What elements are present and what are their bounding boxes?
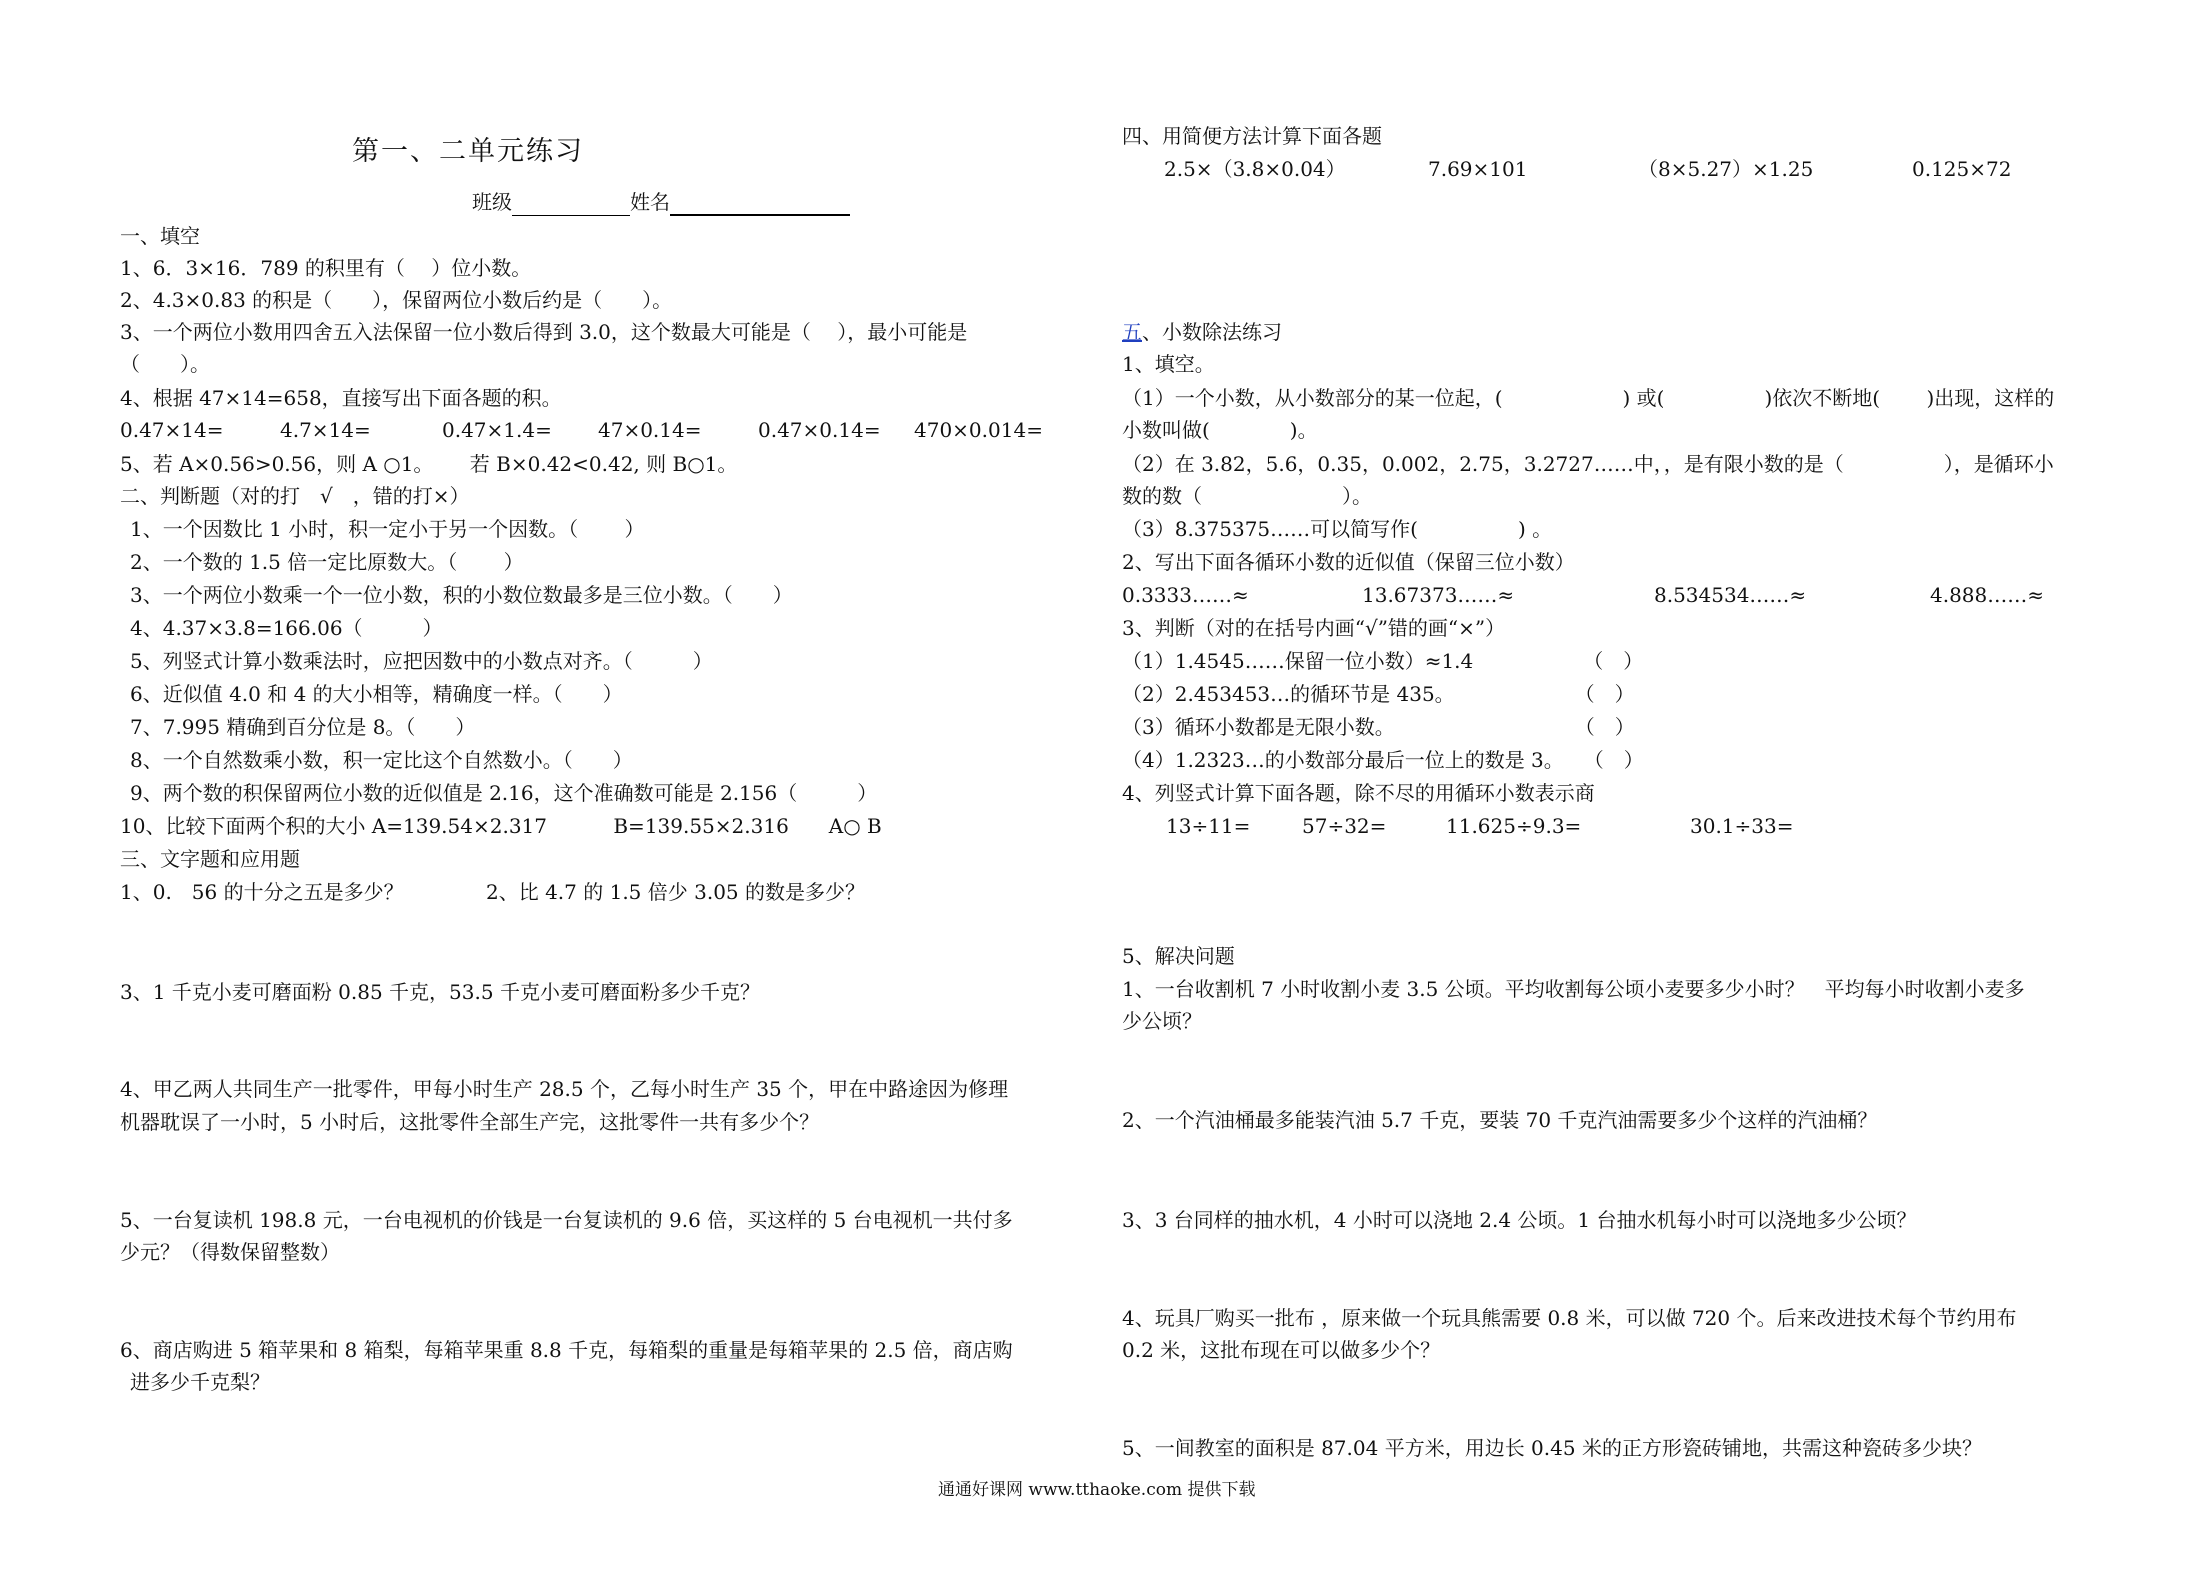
section-5-title xyxy=(1122,318,1282,346)
judge-q9: 9、两个数的积保留两位小数的近似值是 2.16，这个准确数可能是 2.156（ ） xyxy=(130,781,878,805)
div-fill-line: （3）8.375375……可以简写作( ) 。 xyxy=(1122,517,1553,541)
section-5-title-text: 、小数除法练习 xyxy=(1142,320,1282,344)
approx-item: 4.888……≈ xyxy=(1930,583,2045,607)
fill-q1: 1、6．3×16．789 的积里有（ ）位小数。 xyxy=(120,256,532,280)
solve-q4-cont: 0.2 米，这批布现在可以做多少个？ xyxy=(1122,1338,1441,1362)
judge-q1: 1、一个因数比 1 小时，积一定小于另一个因数。（ ） xyxy=(130,517,645,541)
word-q6-cont: 进多少千克梨？ xyxy=(130,1370,270,1394)
vertical-calc-item: 11.625÷9.3= xyxy=(1446,814,1582,838)
product-item: 0.47×14= xyxy=(120,418,224,442)
approx-item: 13.67373……≈ xyxy=(1362,583,1515,607)
word-q5-cont: 少元？（得数保留整数） xyxy=(120,1240,340,1264)
fill-q4: 4、根据 47×14=658，直接写出下面各题的积。 xyxy=(120,386,562,410)
div-fill-line: 小数叫做( )。 xyxy=(1122,418,1318,442)
judge-q8: 8、一个自然数乘小数，积一定比这个自然数小。（ ） xyxy=(130,748,633,772)
calc-item: 2.5×（3.8×0.04） xyxy=(1164,157,1346,181)
section-5-link[interactable]: 五 xyxy=(1122,320,1142,344)
div-fill-line: （1）一个小数，从小数部分的某一位起，( ) 或( )依次不断地( )出现，这样的 xyxy=(1122,386,2055,410)
calc-item: （8×5.27）×1.25 xyxy=(1638,157,1814,181)
judge-line: （1）1.4545……保留一位小数）≈1.4 （ ） xyxy=(1122,649,1644,673)
vertical-calc-item: 13÷11= xyxy=(1166,814,1251,838)
word-q2: 2、比 4.7 的 1.5 倍少 3.05 的数是多少？ xyxy=(486,880,866,904)
section-2-title: 二、判断题（对的打 √ ，错的打×） xyxy=(120,484,470,508)
vertical-calc-item: 57÷32= xyxy=(1302,814,1387,838)
solve-title: 5、解决问题 xyxy=(1122,944,1235,968)
calc-item: 7.69×101 xyxy=(1428,157,1528,181)
product-item: 470×0.014= xyxy=(914,418,1043,442)
judge-line: （2）2.453453…的循环节是 435。 （ ） xyxy=(1122,682,1635,706)
word-q1: 1、0. 56 的十分之五是多少？ xyxy=(120,880,404,904)
name-label: 姓名 xyxy=(630,190,670,214)
approx-item: 0.3333……≈ xyxy=(1122,583,1249,607)
calc-item: 0.125×72 xyxy=(1912,157,2012,181)
class-label: 班级 xyxy=(472,190,512,214)
word-q4: 4、甲乙两人共同生产一批零件，甲每小时生产 28.5 个，乙每小时生产 35 个，甲在中路途因为修理 xyxy=(120,1077,1009,1101)
fill-q3: 3、一个两位小数用四舍五入法保留一位小数后得到 3.0，这个数最大可能是（ ），最小可能是 xyxy=(120,320,968,344)
judge-q10: 10、比较下面两个积的大小 A=139.54×2.317 B=139.55×2.316 A○ B xyxy=(120,814,882,838)
vertical-calc-title: 4、列竖式计算下面各题，除不尽的用循环小数表示商 xyxy=(1122,781,1595,805)
product-item: 0.47×0.14= xyxy=(758,418,881,442)
word-q4-cont: 机器耽误了一小时，5 小时后，这批零件全部生产完，这批零件一共有多少个？ xyxy=(120,1110,820,1134)
judge-line: （3）循环小数都是无限小数。 （ ） xyxy=(1122,715,1635,739)
solve-q1-cont: 少公顷？ xyxy=(1122,1009,1202,1033)
approx-item: 8.534534……≈ xyxy=(1654,583,1807,607)
student-info-line xyxy=(472,188,850,216)
solve-q3: 3、3 台同样的抽水机，4 小时可以浇地 2.4 公顷。1 台抽水机每小时可以浇地多少公顷？ xyxy=(1122,1208,1917,1232)
section-4-title: 四、用简便方法计算下面各题 xyxy=(1122,124,1382,148)
solve-q5: 5、一间教室的面积是 87.04 平方米，用边长 0.45 米的正方形瓷砖铺地，共需这种瓷砖多少块？ xyxy=(1122,1436,1982,1460)
fill-q3-cont: （ ）。 xyxy=(120,352,210,376)
solve-q2: 2、一个汽油桶最多能装汽油 5.7 千克，要装 70 千克汽油需要多少个这样的汽油桶？ xyxy=(1122,1108,1878,1132)
judge-q5: 5、列竖式计算小数乘法时，应把因数中的小数点对齐。（ ） xyxy=(130,649,713,673)
product-item: 4.7×14= xyxy=(280,418,371,442)
class-blank[interactable] xyxy=(512,193,630,216)
judge-q7: 7、7.995 精确到百分位是 8。（ ） xyxy=(130,715,476,739)
product-item: 0.47×1.4= xyxy=(442,418,552,442)
judge-q6: 6、近似值 4.0 和 4 的大小相等，精确度一样。（ ） xyxy=(130,682,623,706)
judge-line: （4）1.2323…的小数部分最后一位上的数是 3。 （ ） xyxy=(1122,748,1644,772)
name-blank[interactable] xyxy=(670,192,850,216)
judge-title: 3、判断（对的在括号内画“√”错的画“×”） xyxy=(1122,616,1506,640)
word-q3: 3、1 千克小麦可磨面粉 0.85 千克，53.5 千克小麦可磨面粉多少千克？ xyxy=(120,980,760,1004)
div-fill-line: （2）在 3.82，5.6，0.35，0.002，2.75，3.2727……中，，是有限小数的是（ ），是循环小 xyxy=(1122,452,2054,476)
solve-q1: 1、一台收割机 7 小时收割小麦 3.5 公顷。平均收割每公顷小麦要多少小时？ 平均每小时收割小麦多 xyxy=(1122,977,2025,1001)
div-fill-line: 数的数（ ）。 xyxy=(1122,484,1372,508)
page-title: 第一、二单元练习 xyxy=(352,136,584,167)
section-1-title: 一、填空 xyxy=(120,224,200,248)
approx-title: 2、写出下面各循环小数的近似值（保留三位小数） xyxy=(1122,550,1575,574)
fill-q5: 5、若 A×0.56>0.56，则 A ○1。 若 B×0.42<0.42, 则 B○1。 xyxy=(120,452,738,476)
solve-q4: 4、玩具厂购买一批布 ，原来做一个玩具熊需要 0.8 米，可以做 720 个。后来改进技术每个节约用布 xyxy=(1122,1306,2017,1330)
judge-q2: 2、一个数的 1.5 倍一定比原数大。（ ） xyxy=(130,550,524,574)
fill-q2: 2、4.3×0.83 的积是（ ），保留两位小数后约是（ ）。 xyxy=(120,288,673,312)
product-item: 47×0.14= xyxy=(598,418,702,442)
footer-credit: 通通好课网 www.tthaoke.com 提供下载 xyxy=(938,1480,1256,1500)
div-fill-title: 1、填空。 xyxy=(1122,352,1215,376)
section-3-title: 三、文字题和应用题 xyxy=(120,847,300,871)
vertical-calc-item: 30.1÷33= xyxy=(1690,814,1794,838)
judge-q3: 3、一个两位小数乘一个一位小数，积的小数位数最多是三位小数。（ ） xyxy=(130,583,793,607)
judge-q4: 4、4.37×3.8=166.06（ ） xyxy=(130,616,443,640)
word-q5: 5、一台复读机 198.8 元，一台电视机的价钱是一台复读机的 9.6 倍，买这样的 5 台电视机一共付多 xyxy=(120,1208,1013,1232)
word-q6: 6、商店购进 5 箱苹果和 8 箱梨，每箱苹果重 8.8 千克，每箱梨的重量是每箱苹果的 2.5 倍，商店购 xyxy=(120,1338,1013,1362)
